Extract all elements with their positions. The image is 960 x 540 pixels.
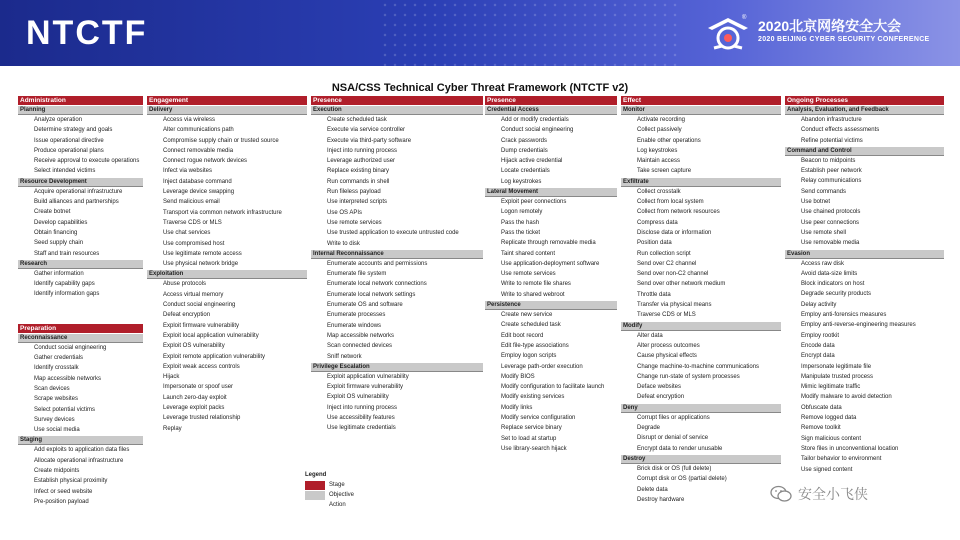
action-item: Traverse CDS or MLS	[637, 312, 696, 319]
action-list	[785, 115, 944, 146]
action-item: Gather information	[34, 270, 84, 277]
action-item: Inject database command	[163, 178, 232, 185]
action-item: Leverage trusted relationship	[163, 415, 241, 422]
action-item: Run fileless payload	[327, 189, 381, 196]
action-item: Exploit peer connections	[501, 199, 567, 206]
action-item: Brick disk or OS (full delete)	[637, 465, 712, 472]
framework-column	[785, 96, 944, 475]
action-item: Analyze operation	[34, 117, 83, 123]
action-list	[311, 115, 483, 249]
stage-header: Effect	[621, 96, 781, 105]
action-item: Remove toolkit	[801, 425, 841, 432]
objective-header: Credential Access	[485, 106, 617, 115]
action-item: Add or modify credentials	[501, 117, 569, 123]
action-item: Corrupt files or applications	[637, 414, 710, 421]
action-item: Scrape websites	[34, 396, 79, 403]
action-item: Pass the hash	[501, 219, 540, 226]
action-item: Connect rogue network devices	[163, 158, 248, 165]
action-item: Modify existing services	[501, 394, 565, 401]
action-list	[485, 197, 617, 300]
conference-subtitle: 2020 BEIJING CYBER SECURITY CONFERENCE	[758, 36, 930, 43]
action-item: Employ logon scripts	[501, 353, 557, 360]
action-item: Develop capabilities	[34, 219, 88, 226]
objective-header: Planning	[18, 106, 143, 115]
action-item: Build alliances and partnerships	[34, 199, 119, 206]
action-list	[621, 413, 781, 454]
action-item: Use application-deployment software	[501, 260, 600, 267]
action-item: Run collection script	[637, 250, 691, 257]
action-item: Conduct social engineering	[163, 302, 236, 309]
svg-text:®: ®	[742, 15, 747, 21]
legend-title: Legend	[305, 472, 327, 478]
action-list	[311, 372, 483, 434]
action-item: Replace existing binary	[327, 168, 390, 175]
action-item: Compromise supply chain or trusted source	[163, 137, 279, 144]
action-item: Send over other network medium	[637, 281, 726, 288]
action-item: Employ rootkit	[801, 332, 840, 339]
stage-header: Presence	[485, 96, 617, 105]
action-item: Use legitimate credentials	[327, 425, 396, 432]
action-item: Use remote services	[327, 219, 382, 226]
action-item: Crack passwords	[501, 137, 548, 144]
action-item: Hijack active credential	[501, 158, 563, 165]
legend	[305, 472, 354, 510]
action-item: Throttle data	[637, 291, 671, 298]
action-item: Conduct social engineering	[501, 127, 574, 134]
watermark-text: 安全小飞侠	[798, 486, 868, 502]
action-item: Select intended victims	[34, 168, 96, 175]
action-list	[311, 259, 483, 362]
legend-item-action	[305, 500, 354, 510]
action-item: Employ anti-reverse-engineering measures	[801, 322, 916, 329]
action-item: Create scheduled task	[501, 322, 561, 329]
action-list	[785, 156, 944, 249]
stage-header: Preparation	[18, 324, 143, 333]
action-item: Create midpoints	[34, 468, 80, 475]
action-item: Set to load at startup	[501, 435, 557, 442]
action-list	[621, 331, 781, 403]
conference-name: 2020北京网络安全大会	[758, 18, 902, 34]
action-item: Access via wireless	[163, 117, 216, 123]
action-item: Leverage device swapping	[163, 189, 235, 196]
objective-header: Lateral Movement	[485, 188, 617, 197]
action-item: Mimic legitimate traffic	[801, 384, 861, 391]
action-item: Infect via websites	[163, 168, 213, 175]
action-item: Hijack	[163, 374, 180, 381]
action-item: Write to remote file shares	[501, 281, 571, 288]
action-item: Pass the ticket	[501, 229, 541, 236]
action-item: Disclose data or information	[637, 229, 712, 236]
action-item: Enable other operations	[637, 137, 701, 144]
action-item: Enumerate file system	[327, 271, 387, 278]
objective-header: Resource Development	[18, 178, 143, 187]
action-item: Maintain access	[637, 158, 681, 165]
action-item: Collect from network resources	[637, 209, 720, 216]
legend-label-objective: Objective	[329, 492, 355, 498]
action-item: Exploit weak access controls	[163, 363, 240, 370]
action-item: Take screen capture	[637, 168, 692, 175]
action-item: Collect passively	[637, 127, 682, 134]
action-item: Map accessible networks	[327, 332, 395, 339]
action-item: Alter data	[637, 332, 663, 339]
action-item: Conduct effects assessments	[801, 127, 880, 134]
action-item: Manipulate trusted process	[801, 373, 874, 380]
action-item: Transport via common network infrastructure	[163, 209, 282, 216]
banner-title: NTCTF	[26, 14, 148, 52]
action-item: Determine strategy and goals	[34, 127, 113, 134]
action-item: Tailor behavior to environment	[801, 456, 882, 463]
action-item: Access virtual memory	[163, 291, 224, 298]
objective-header: Delivery	[147, 106, 307, 115]
action-item: Execute via third-party software	[327, 137, 412, 144]
action-item: Deface websites	[637, 384, 682, 391]
legend-item-stage	[305, 480, 354, 490]
action-item: Establish peer network	[801, 168, 862, 175]
legend-label-stage: Stage	[329, 482, 345, 488]
action-item: Pre-position payload	[34, 498, 89, 505]
action-item: Send over C2 channel	[637, 260, 697, 267]
action-item: Delay activity	[801, 301, 837, 308]
action-item: Use remote services	[501, 271, 556, 278]
objective-header: Privilege Escalation	[311, 363, 483, 372]
stage-header: Engagement	[147, 96, 307, 105]
action-item: Delete data	[637, 486, 668, 493]
action-item: Leverage path-order execution	[501, 363, 583, 370]
action-item: Use accessibility features	[327, 415, 395, 422]
action-item: Edit file-type associations	[501, 342, 569, 349]
action-item: Staff and train resources	[34, 250, 100, 257]
action-item: Use chat services	[163, 230, 211, 237]
action-item: Change machine-to-machine communications	[637, 363, 760, 370]
action-item: Infect or seed website	[34, 488, 93, 495]
action-item: Position data	[637, 240, 672, 247]
action-list	[147, 279, 307, 433]
action-item: Establish physical proximity	[34, 478, 108, 485]
action-item: Allocate operational infrastructure	[34, 457, 124, 464]
action-item: Log keystrokes	[501, 178, 542, 185]
action-item: Cause physical effects	[637, 353, 697, 360]
action-item: Change run-state of system processes	[637, 373, 740, 380]
document-title: NSA/CSS Technical Cyber Threat Framework (NTCTF v2)	[331, 82, 629, 94]
action-item: Connect removable media	[163, 147, 234, 154]
objective-header: Internal Reconnaissance	[311, 250, 483, 259]
action-item: Store files in unconventional location	[801, 445, 899, 452]
action-item: Impersonate legitimate file	[801, 363, 872, 370]
action-list	[621, 187, 781, 321]
banner-pattern	[380, 0, 680, 66]
action-item: Leverage exploit packs	[163, 405, 225, 412]
framework-column	[311, 96, 483, 434]
action-item: Use library-search hijack	[501, 445, 567, 452]
action-list	[18, 343, 143, 436]
action-item: Relay communications	[801, 178, 862, 185]
objective-header: Reconnaissance	[18, 334, 143, 343]
action-item: Identify information gaps	[34, 291, 100, 298]
action-item: Sniff network	[327, 353, 362, 360]
action-item: Send commands	[801, 188, 847, 195]
action-item: Survey devices	[34, 416, 75, 423]
watermark	[770, 484, 868, 504]
action-item: Replay	[163, 425, 182, 432]
action-item: Alter communications path	[163, 127, 234, 134]
action-item: Use chained protocols	[801, 209, 861, 216]
action-item: Issue operational directive	[34, 137, 104, 144]
action-item: Map accessible networks	[34, 375, 102, 382]
action-item: Modify configuration to facilitate launch	[501, 384, 605, 391]
action-item: Dump credentials	[501, 147, 548, 154]
action-item: Select potential victims	[34, 406, 96, 413]
objective-header: Research	[18, 260, 143, 269]
objective-header: Persistence	[485, 301, 617, 310]
action-item: Corrupt disk or OS (partial delete)	[637, 476, 727, 483]
action-item: Create scheduled task	[327, 117, 387, 123]
action-item: Enumerate local network settings	[327, 291, 416, 298]
action-item: Identify crosstalk	[34, 365, 79, 372]
action-item: Exploit local application vulnerability	[163, 332, 259, 339]
action-item: Launch zero-day exploit	[163, 394, 227, 401]
framework-column	[485, 96, 617, 454]
framework-column	[621, 96, 781, 505]
action-list	[18, 187, 143, 259]
action-item: Enumerate local network connections	[327, 281, 427, 288]
action-item: Obfuscate data	[801, 404, 842, 411]
action-item: Enumerate processes	[327, 312, 386, 319]
action-item: Impersonate or spoof user	[163, 384, 234, 391]
action-list	[18, 115, 143, 177]
action-item: Remove logged data	[801, 415, 857, 422]
objective-header: Execution	[311, 106, 483, 115]
action-item: Collect crosstalk	[637, 188, 681, 195]
action-item: Disrupt or denial of service	[637, 435, 709, 442]
action-item: Traverse CDS or MLS	[163, 219, 222, 226]
action-item: Acquire operational infrastructure	[34, 188, 123, 195]
action-item: Modify links	[501, 404, 533, 411]
framework-column	[18, 96, 143, 507]
action-item: Create botnet	[34, 209, 71, 216]
legend-label-action: Action	[329, 502, 346, 508]
action-list	[18, 269, 143, 300]
action-item: Abuse protocols	[163, 281, 207, 288]
action-item: Conduct social engineering	[34, 344, 107, 351]
action-item: Encrypt data	[801, 353, 835, 360]
legend-swatch-objective	[305, 491, 325, 500]
action-item: Logon remotely	[501, 209, 543, 216]
action-item: Use peer connections	[801, 219, 860, 226]
action-item: Alter process outcomes	[637, 342, 700, 349]
action-item: Exploit OS vulnerability	[163, 343, 225, 350]
action-item: Activate recording	[637, 117, 686, 123]
action-item: Use compromised host	[163, 240, 225, 247]
action-item: Inject into running process	[327, 404, 398, 411]
action-item: Exploit application vulnerability	[327, 373, 409, 380]
action-item: Receive approval to execute operations	[34, 158, 140, 165]
objective-header: Command and Control	[785, 147, 944, 156]
action-item: Sign malicious content	[801, 435, 862, 442]
action-item: Gather credentials	[34, 355, 84, 362]
action-item: Seed supply chain	[34, 240, 84, 247]
action-item: Use OS APIs	[327, 209, 363, 216]
action-item: Add exploits to application data files	[34, 447, 130, 454]
action-item: Use signed content	[801, 466, 853, 473]
action-item: Scan connected devices	[327, 343, 393, 350]
action-item: Execute via service controller	[327, 127, 406, 134]
wechat-icon	[770, 485, 792, 503]
action-item: Employ anti-forensics measures	[801, 312, 887, 319]
action-item: Abandon infrastructure	[801, 117, 862, 123]
action-item: Use removable media	[801, 240, 860, 247]
stage-header: Ongoing Processes	[785, 96, 944, 105]
action-item: Use social media	[34, 427, 80, 434]
action-item: Degrade	[637, 425, 661, 432]
action-item: Transfer via physical means	[637, 302, 712, 309]
action-list	[485, 115, 617, 187]
action-list	[785, 259, 944, 475]
header-banner	[0, 0, 960, 66]
objective-header: Destroy	[621, 455, 781, 464]
action-list	[18, 445, 143, 507]
action-item: Access raw disk	[801, 260, 845, 267]
action-item: Exploit remote application vulnerability	[163, 353, 266, 360]
action-item: Scan devices	[34, 385, 70, 392]
action-item: Refine potential victims	[801, 137, 863, 144]
action-item: Write to disk	[327, 240, 360, 247]
action-item: Modify BIOS	[501, 373, 535, 380]
action-list	[485, 310, 617, 454]
action-list	[621, 115, 781, 177]
action-item: Create new service	[501, 312, 553, 319]
legend-item-objective	[305, 490, 354, 500]
action-item: Degrade security products	[801, 291, 872, 298]
action-item: Obtain financing	[34, 229, 78, 236]
conference-logo-icon	[704, 10, 752, 56]
action-item: Exploit firmware vulnerability	[163, 322, 240, 329]
action-item: Identify capability gaps	[34, 281, 95, 288]
action-item: Beacon to midpoints	[801, 157, 856, 164]
action-item: Defeat encryption	[637, 394, 685, 401]
action-item: Exploit OS vulnerability	[327, 394, 389, 401]
action-item: Leverage authorized user	[327, 158, 396, 165]
action-item: Produce operational plans	[34, 147, 104, 154]
action-list	[147, 115, 307, 269]
action-item: Encrypt data to render unusable	[637, 445, 723, 452]
action-item: Inject into running process	[327, 147, 398, 154]
action-item: Run commands in shell	[327, 178, 390, 185]
action-item: Use interpreted scripts	[327, 199, 388, 206]
action-item: Encode data	[801, 342, 835, 349]
action-item: Locate credentials	[501, 168, 550, 175]
action-list	[621, 464, 781, 505]
action-item: Log keystrokes	[637, 147, 678, 154]
objective-header: Staging	[18, 436, 143, 445]
framework-column	[147, 96, 307, 434]
stage-header: Presence	[311, 96, 483, 105]
objective-header: Analysis, Evaluation, and Feedback	[785, 106, 944, 115]
objective-header: Deny	[621, 404, 781, 413]
objective-header: Monitor	[621, 106, 781, 115]
action-item: Destroy hardware	[637, 496, 685, 503]
action-item: Compress data	[637, 219, 678, 226]
objective-header: Modify	[621, 322, 781, 331]
action-item: Use trusted application to execute untrusted code	[327, 230, 459, 237]
action-item: Defeat encryption	[163, 312, 211, 319]
legend-swatch-action	[305, 501, 325, 510]
objective-header: Exfiltrate	[621, 178, 781, 187]
action-item: Replace service binary	[501, 425, 562, 432]
objective-header: Evasion	[785, 250, 944, 259]
action-item: Use botnet	[801, 199, 831, 206]
action-item: Write to shared webroot	[501, 291, 565, 298]
action-item: Enumerate accounts and permissions	[327, 260, 428, 267]
action-item: Modify malware to avoid detection	[801, 394, 892, 401]
action-item: Collect from local system	[637, 199, 704, 206]
action-item: Send over non-C2 channel	[637, 271, 709, 278]
action-item: Use legitimate remote access	[163, 250, 242, 257]
action-item: Send malicious email	[163, 199, 220, 206]
action-item: Edit boot record	[501, 332, 544, 339]
action-item: Avoid data-size limits	[801, 270, 858, 277]
action-item: Taint shared content	[501, 250, 556, 257]
action-item: Replicate through removable media	[501, 240, 596, 247]
stage-header: Administration	[18, 96, 143, 105]
action-item: Exploit firmware vulnerability	[327, 384, 404, 391]
action-item: Enumerate OS and software	[327, 302, 403, 309]
action-item: Use physical network bridge	[163, 261, 239, 268]
action-item: Modify service configuration	[501, 415, 576, 422]
objective-header: Exploitation	[147, 270, 307, 279]
action-item: Enumerate windows	[327, 322, 382, 329]
legend-swatch-stage	[305, 481, 325, 490]
action-item: Use remote shell	[801, 229, 847, 236]
action-item: Block indicators on host	[801, 281, 865, 288]
